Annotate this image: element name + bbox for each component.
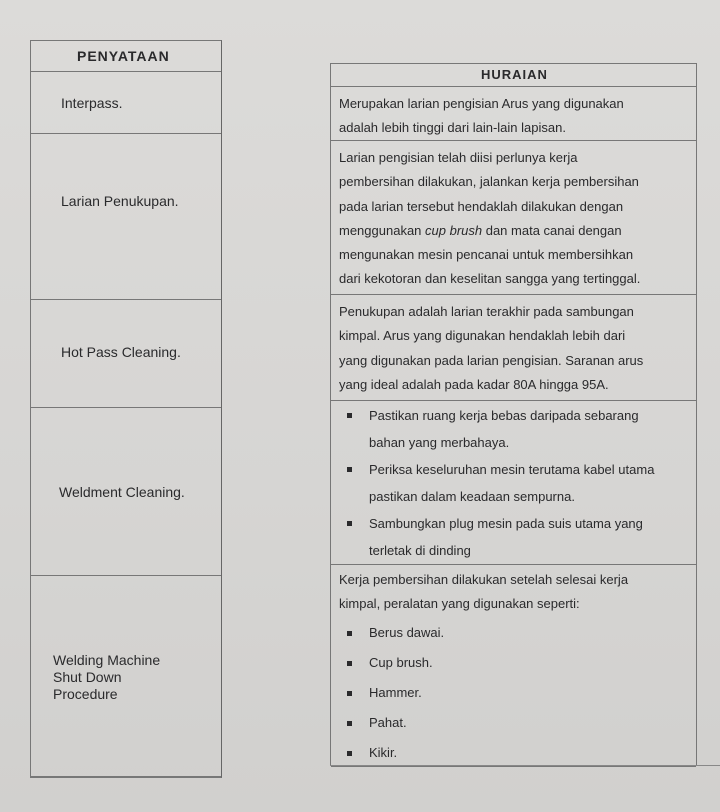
text-line: Sambungkan plug mesin pada suis utama yang (369, 516, 643, 531)
text-line: adalah lebih tinggi dari lain-lain lapisan. (339, 120, 566, 136)
label-line: Procedure (53, 686, 118, 702)
text-line: Penukupan adalah larian terakhir pada sambungan (339, 304, 634, 319)
description-header-cell (331, 64, 696, 87)
text-fragment: dan mata canai dengan (482, 222, 622, 238)
statement-row-hot-pass (31, 299, 221, 408)
text-line: Kikir. (369, 745, 398, 760)
text-line (339, 219, 691, 243)
statement-label: Hot Pass Cleaning. (61, 344, 181, 360)
label-line: Welding Machine (53, 652, 161, 668)
text-line: kimpal, peralatan yang digunakan seperti: (339, 596, 580, 611)
table-bottom-rule (330, 765, 720, 766)
description-row-hot-pass (331, 294, 696, 401)
list-item (339, 618, 691, 648)
text-line: Periksa keseluruhan mesin terutama kabel utama (369, 462, 655, 477)
statement-row-capping (31, 133, 221, 300)
bullet-icon (347, 751, 352, 756)
text-line: mengunakan mesin pencanai untuk membersihkan (339, 247, 634, 263)
text-line: yang ideal adalah pada kadar 80A hingga 95A. (339, 376, 609, 392)
text-line: kimpal. Arus yang digunakan hendaklah lebih dari (339, 328, 626, 344)
description-text (339, 300, 691, 397)
statement-table (30, 40, 222, 778)
text-line: Cup brush. (369, 655, 433, 670)
bullet-icon (347, 467, 352, 472)
text-line: pada larian tersebut hendaklah dilakukan dengan (339, 198, 624, 214)
description-table (330, 63, 697, 766)
bullet-icon (347, 661, 352, 666)
list-item (339, 708, 691, 738)
description-row-shutdown (331, 564, 696, 767)
text-line: Berus dawai. (369, 625, 445, 640)
text-line: Larian pengisian telah diisi perlunya kerja (339, 150, 578, 165)
label-line: Shut Down (53, 669, 122, 685)
statement-label: Interpass. (61, 95, 123, 111)
bullet-icon (347, 691, 352, 696)
text-line: Kerja pembersihan dilakukan setelah selesai kerja (339, 572, 629, 587)
text-line: dari kekotoran dan keselitan sangga yang tertinggal. (339, 271, 641, 287)
text-line: Merupakan larian pengisian Arus yang digunakan (339, 96, 624, 111)
list-item (339, 648, 691, 678)
statement-row-weldment (31, 407, 221, 576)
text-line: bahan yang merbahaya. (369, 435, 510, 450)
description-row-interpass (331, 86, 696, 141)
statement-row-interpass (31, 71, 221, 134)
statement-row-shutdown (31, 575, 221, 777)
bullet-icon (347, 631, 352, 636)
list-item (339, 678, 691, 708)
text-line: Hammer. (369, 685, 422, 700)
bullet-list (339, 618, 691, 768)
statement-header-cell (31, 41, 221, 72)
text-line: terletak di dinding (369, 543, 471, 558)
text-line: yang digunakan pada larian pengisian. Saranan arus (339, 352, 644, 368)
text-line: Pahat. (369, 715, 407, 730)
statement-header: PENYATAAN (77, 48, 170, 64)
list-item (339, 456, 691, 510)
bullet-icon (347, 721, 352, 726)
description-text (339, 568, 628, 616)
statement-label: Larian Penukupan. (61, 193, 179, 209)
text-line: Pastikan ruang kerja bebas daripada sebarang (369, 408, 639, 423)
bullet-icon (347, 521, 352, 526)
list-item (339, 510, 691, 564)
bullet-icon (347, 413, 352, 418)
description-header: HURAIAN (481, 67, 548, 82)
description-text (339, 146, 691, 292)
description-text (339, 92, 691, 141)
text-line: pembersihan dilakukan, jalankan kerja pembersihan (339, 174, 639, 190)
statement-label: Weldment Cleaning. (59, 484, 185, 500)
description-row-capping (331, 140, 696, 295)
statement-label (53, 652, 160, 703)
text-fragment: menggunakan (339, 222, 426, 238)
list-item (339, 402, 691, 456)
bullet-list (339, 402, 691, 564)
text-line: pastikan dalam keadaan sempurna. (369, 489, 575, 504)
list-item (339, 738, 691, 768)
description-row-weldment (331, 400, 696, 565)
italic-term: cup brush (425, 222, 483, 238)
